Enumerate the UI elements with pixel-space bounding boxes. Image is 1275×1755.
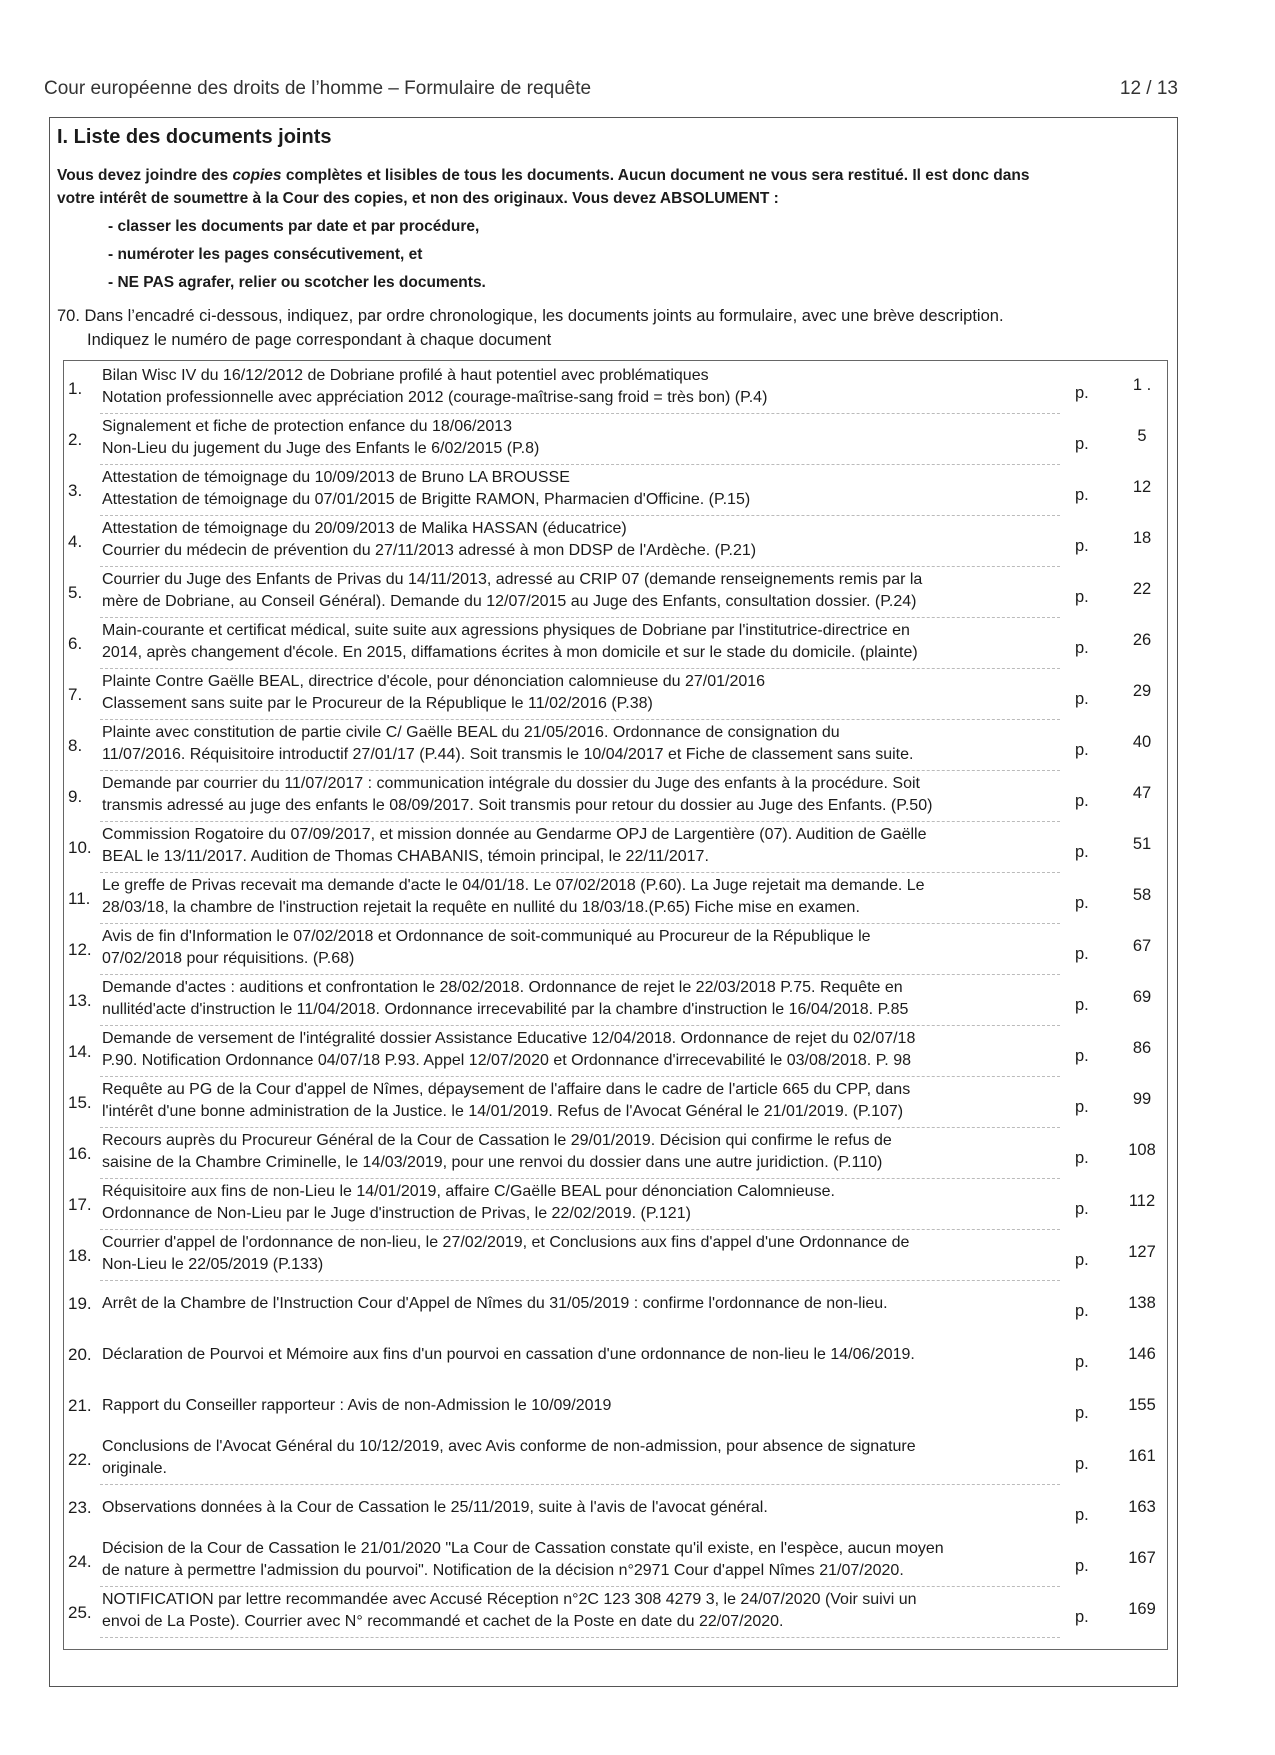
question-line-2: Indiquez le numéro de page correspondant à chaque document xyxy=(87,331,552,349)
document-number: 12. xyxy=(68,940,92,959)
page-number-value: 22 xyxy=(1132,580,1152,598)
page-label: p. xyxy=(1075,486,1089,504)
document-description-line: saisine de la Chambre Criminelle, le 14/03/2019, pour une renvoi du dossier dans une autre juridiction. (P.110) xyxy=(102,1154,883,1171)
document-description xyxy=(102,1028,1047,1072)
document-description-line: 28/03/18, la chambre de l'instruction rejetait la requête en nullité du 18/03/18.(P.65) Fiche mise en examen. xyxy=(102,899,860,916)
document-description xyxy=(102,467,1047,511)
document-row xyxy=(64,720,1167,771)
document-description-line: P.90. Notification Ordonnance 04/07/18 P.93. Appel 12/07/2020 et Ordonnance d'irrecevabilité le 03/08/2018. P. 98 xyxy=(102,1052,911,1069)
document-description-line: Conclusions de l'Avocat Général du 10/12/2019, avec Avis conforme de non-admission, pour absence de signature xyxy=(102,1438,916,1455)
document-number: 13. xyxy=(68,991,92,1010)
document-description-line: Demande d'actes : auditions et confrontation le 28/02/2018. Ordonnance de rejet le 22/03/2018 P.75. Requête en xyxy=(102,979,903,996)
document-number: 22. xyxy=(68,1450,92,1469)
page-number-value: 29 xyxy=(1132,682,1152,700)
document-description-line: Bilan Wisc IV du 16/12/2012 de Dobriane profilé à haut potentiel avec problématiques xyxy=(102,367,709,384)
document-description-line: 07/02/2018 pour réquisitions. (P.68) xyxy=(102,950,355,967)
page-label: p. xyxy=(1075,435,1089,453)
document-row xyxy=(64,1281,1167,1332)
document-number: 20. xyxy=(68,1345,92,1364)
page-number-value: 108 xyxy=(1128,1141,1156,1159)
page-number-value: 161 xyxy=(1128,1447,1156,1465)
document-number: 6. xyxy=(68,634,83,653)
document-description xyxy=(102,722,1047,766)
document-description xyxy=(102,1538,1047,1582)
documents-list-box xyxy=(63,360,1168,1650)
page-label: p. xyxy=(1075,1251,1089,1269)
document-description xyxy=(102,875,1047,919)
page-label: p. xyxy=(1075,639,1089,657)
page-label: p. xyxy=(1075,792,1089,810)
bullet-item: - NE PAS agrafer, relier ou scotcher les documents. xyxy=(108,274,486,291)
page-number-value: 169 xyxy=(1128,1600,1156,1618)
document-description xyxy=(102,1589,1047,1633)
section-title: I. Liste des documents joints xyxy=(57,126,332,148)
document-number: 24. xyxy=(68,1552,92,1571)
document-description-line: Main-courante et certificat médical, suite suite aux agressions physiques de Dobriane par l'institutrice-directrice en xyxy=(102,622,910,639)
page-label: p. xyxy=(1075,996,1089,1014)
document-description-line: Courrier du médecin de prévention du 27/11/2013 adressé à mon DDSP de l'Ardèche. (P.21) xyxy=(102,542,757,559)
document-row xyxy=(64,414,1167,465)
document-row xyxy=(64,873,1167,924)
instructions-line-2: votre intérêt de soumettre à la Cour des copies, et non des originaux. Vous devez ABSOLUMENT : xyxy=(57,190,779,207)
page-label: p. xyxy=(1075,843,1089,861)
document-row xyxy=(64,1179,1167,1230)
document-description-line: Courrier d'appel de l'ordonnance de non-lieu, le 27/02/2019, et Conclusions aux fins d'appel d'une Ordonnance de xyxy=(102,1234,910,1251)
document-description xyxy=(102,1497,1047,1519)
document-description xyxy=(102,773,1047,817)
instructions-line-1 xyxy=(57,164,1167,187)
document-number: 9. xyxy=(68,787,83,806)
document-description-line: Rapport du Conseiller rapporteur : Avis de non-Admission le 10/09/2019 xyxy=(102,1397,612,1414)
document-description-line: Attestation de témoignage du 07/01/2015 de Brigitte RAMON, Pharmacien d'Officine. (P.15) xyxy=(102,491,751,508)
document-description xyxy=(102,365,1047,409)
page-label: p. xyxy=(1075,1047,1089,1065)
page-label: p. xyxy=(1075,1353,1089,1371)
document-number: 2. xyxy=(68,430,83,449)
document-number: 15. xyxy=(68,1093,92,1112)
page-label: p. xyxy=(1075,894,1089,912)
page-label: p. xyxy=(1075,1506,1089,1524)
instructions-copies-emphasis: copies xyxy=(232,167,282,184)
page-number-value: 146 xyxy=(1128,1345,1156,1363)
document-description xyxy=(102,1232,1047,1276)
document-row xyxy=(64,1077,1167,1128)
document-number: 3. xyxy=(68,481,83,500)
page-number-value: 127 xyxy=(1128,1243,1156,1261)
document-row xyxy=(64,1128,1167,1179)
bullet-item: - numéroter les pages consécutivement, et xyxy=(108,246,423,263)
document-row xyxy=(64,1230,1167,1281)
page-number-value: 67 xyxy=(1132,937,1152,955)
document-description xyxy=(102,620,1047,664)
document-description xyxy=(102,416,1047,460)
page-label: p. xyxy=(1075,945,1089,963)
document-description-line: Ordonnance de Non-Lieu par le Juge d'instruction de Privas, le 22/02/2019. (P.121) xyxy=(102,1205,691,1222)
page-number-value: 167 xyxy=(1128,1549,1156,1567)
document-row xyxy=(64,1383,1167,1434)
document-description xyxy=(102,1293,1047,1315)
page-number-value: 86 xyxy=(1132,1039,1152,1057)
bullet-item: - classer les documents par date et par procédure, xyxy=(108,218,480,235)
document-row xyxy=(64,1332,1167,1383)
document-description xyxy=(102,1130,1047,1174)
document-row xyxy=(64,1536,1167,1587)
document-description-line: Décision de la Cour de Cassation le 21/01/2020 "La Cour de Cassation constate qu'il existe, en l'espèce, aucun moyen xyxy=(102,1540,944,1557)
page-number-value: 69 xyxy=(1132,988,1152,1006)
page-number-value: 58 xyxy=(1132,886,1152,904)
document-number: 5. xyxy=(68,583,83,602)
document-number: 4. xyxy=(68,532,83,551)
page-label: p. xyxy=(1075,690,1089,708)
document-description-line: Non-Lieu le 22/05/2019 (P.133) xyxy=(102,1256,324,1273)
document-number: 1. xyxy=(68,379,83,398)
page-label: p. xyxy=(1075,741,1089,759)
document-number: 8. xyxy=(68,736,83,755)
document-number: 25. xyxy=(68,1603,92,1622)
document-description xyxy=(102,1079,1047,1123)
document-number: 17. xyxy=(68,1195,92,1214)
document-description-line: Avis de fin d'Information le 07/02/2018 et Ordonnance de soit-communiqué au Procureur de la République le xyxy=(102,928,871,945)
document-description-line: transmis adressé au juge des enfants le 08/09/2017. Soit transmis pour retour du dossier au Juge des Enfants. (P.50) xyxy=(102,797,933,814)
document-description-line: Arrêt de la Chambre de l'Instruction Cour d'Appel de Nîmes du 31/05/2019 : confirme l'ordonnance de non-lieu. xyxy=(102,1295,888,1312)
page-label: p. xyxy=(1075,1455,1089,1473)
document-description-line: l'intérêt d'une bonne administration de la Justice. le 14/01/2019. Refus de l'Avocat Général le 21/01/2019. (P.107) xyxy=(102,1103,904,1120)
document-row xyxy=(64,924,1167,975)
page-number-value: 12 xyxy=(1132,478,1152,496)
instructions-bullets xyxy=(108,213,486,297)
page-label: p. xyxy=(1075,1200,1089,1218)
document-number: 21. xyxy=(68,1396,92,1415)
document-description-line: Signalement et fiche de protection enfance du 18/06/2013 xyxy=(102,418,513,435)
page-number-value: 155 xyxy=(1128,1396,1156,1414)
document-description-line: nullitéd'acte d'instruction le 11/04/2018. Ordonnance irrecevabilité par la chambre d'instruction le 16/04/2018. P.85 xyxy=(102,1001,909,1018)
instructions-text-b: complètes et lisibles de tous les documents. Aucun document ne vous sera restitué. Il est donc dans xyxy=(281,167,1030,184)
form-title: Cour européenne des droits de l’homme – Formulaire de requête xyxy=(44,78,592,99)
page-number-value: 18 xyxy=(1132,529,1152,547)
document-description-line: Notation professionnelle avec appréciation 2012 (courage-maîtrise-sang froid = très bon) (P.4) xyxy=(102,389,768,406)
document-row xyxy=(64,975,1167,1026)
document-number: 14. xyxy=(68,1042,92,1061)
document-row xyxy=(64,822,1167,873)
document-description xyxy=(102,569,1047,613)
document-row xyxy=(64,669,1167,720)
page-number-value: 163 xyxy=(1128,1498,1156,1516)
page-number-value: 5 xyxy=(1137,427,1147,445)
document-row xyxy=(64,1026,1167,1077)
document-row xyxy=(64,516,1167,567)
question-line-1: 70. Dans l’encadré ci-dessous, indiquez, par ordre chronologique, les documents joints au formulaire, avec une brève description. xyxy=(57,307,1004,325)
document-row xyxy=(64,1485,1167,1536)
document-row xyxy=(64,771,1167,822)
document-row xyxy=(64,1434,1167,1485)
page-label: p. xyxy=(1075,1149,1089,1167)
document-description xyxy=(102,824,1047,868)
question-70 xyxy=(57,304,1172,352)
page-number-value: 138 xyxy=(1128,1294,1156,1312)
document-description-line: Non-Lieu du jugement du Juge des Enfants le 6/02/2015 (P.8) xyxy=(102,440,540,457)
document-description-line: envoi de La Poste). Courrier avec N° recommandé et cachet de la Poste en date du 22/07/2020. xyxy=(102,1613,784,1630)
page-label: p. xyxy=(1075,1098,1089,1116)
document-description-line: Demande de versement de l'intégralité dossier Assistance Educative 12/04/2018. Ordonnance de rejet du 02/07/18 xyxy=(102,1030,916,1047)
document-description-line: Le greffe de Privas recevait ma demande d'acte le 04/01/18. Le 07/02/2018 (P.60). La Juge rejetait ma demande. Le xyxy=(102,877,925,894)
instructions-text-a: Vous devez joindre des xyxy=(57,167,233,184)
document-description-line: NOTIFICATION par lettre recommandée avec Accusé Réception n°2C 123 308 4279 3, le 24/07/2020 (Voir suivi un xyxy=(102,1591,917,1608)
document-number: 11. xyxy=(68,889,91,908)
document-description-line: Courrier du Juge des Enfants de Privas du 14/11/2013, adressé au CRIP 07 (demande renseignements remis par la xyxy=(102,571,923,588)
page-label: p. xyxy=(1075,537,1089,555)
instructions xyxy=(57,164,1167,210)
document-description-line: 11/07/2016. Réquisitoire introductif 27/01/17 (P.44). Soit transmis le 10/04/2017 et Fiche de classement sans suite. xyxy=(102,746,914,763)
document-description-line: Réquisitoire aux fins de non-Lieu le 14/01/2019, affaire C/Gaëlle BEAL pour dénonciation Calomnieuse. xyxy=(102,1183,835,1200)
document-description-line: Observations données à la Cour de Cassation le 25/11/2019, suite à l'avis de l'avocat général. xyxy=(102,1499,768,1516)
page-label: p. xyxy=(1075,1404,1089,1422)
page-label: p. xyxy=(1075,1608,1089,1626)
document-description-line: Recours auprès du Procureur Général de la Cour de Cassation le 29/01/2019. Décision qui confirme le refus de xyxy=(102,1132,892,1149)
document-number: 19. xyxy=(68,1294,92,1313)
document-number: 16. xyxy=(68,1144,92,1163)
document-description-line: BEAL le 13/11/2017. Audition de Thomas CHABANIS, témoin principal, le 22/11/2017. xyxy=(102,848,709,865)
document-row xyxy=(64,1587,1167,1638)
document-description xyxy=(102,1395,1047,1417)
document-description-line: mère de Dobriane, au Conseil Général). Demande du 12/07/2015 au Juge des Enfants, consultation dossier. (P.24) xyxy=(102,593,917,610)
document-description-line: originale. xyxy=(102,1460,167,1477)
document-description-line: Déclaration de Pourvoi et Mémoire aux fins d'un pourvoi en cassation d'une ordonnance de non-lieu le 14/06/2019. xyxy=(102,1346,915,1363)
document-number: 7. xyxy=(68,685,83,704)
page-number-value: 51 xyxy=(1132,835,1152,853)
page-label: p. xyxy=(1075,1302,1089,1320)
page-number: 12 / 13 xyxy=(1119,78,1178,99)
document-number: 10. xyxy=(68,838,92,857)
document-description-line: Attestation de témoignage du 20/09/2013 de Malika HASSAN (éducatrice) xyxy=(102,520,627,537)
document-row xyxy=(64,618,1167,669)
document-description-line: 2014, après changement d'école. En 2015, diffamations écrites à mon domicile et sur le stade du domicile. (plainte) xyxy=(102,644,918,661)
page-number-value: 112 xyxy=(1128,1192,1156,1210)
document-description-line: Demande par courrier du 11/07/2017 : communication intégrale du dossier du Juge des enfants à la procédure. Soit xyxy=(102,775,920,792)
document-description xyxy=(102,671,1047,715)
document-description-line: Plainte Contre Gaëlle BEAL, directrice d'école, pour dénonciation calomnieuse du 27/01/2016 xyxy=(102,673,766,690)
document-description-line: de nature à permettre l'admission du pourvoi". Notification de la décision n°2971 Cour d'appel Nîmes 21/07/2020. xyxy=(102,1562,904,1579)
document-number: 18. xyxy=(68,1246,92,1265)
row-divider xyxy=(100,1637,1060,1638)
document-row xyxy=(64,363,1167,414)
page-number-value: 40 xyxy=(1132,733,1152,751)
document-description-line: Commission Rogatoire du 07/09/2017, et mission donnée au Gendarme OPJ de Largentière (07). Audition de Gaëlle xyxy=(102,826,927,843)
page-label: p. xyxy=(1075,588,1089,606)
document-description-line: Classement sans suite par le Procureur de la République le 11/02/2016 (P.38) xyxy=(102,695,653,712)
document-row xyxy=(64,465,1167,516)
document-description xyxy=(102,518,1047,562)
document-description xyxy=(102,977,1047,1021)
page-label: p. xyxy=(1075,1557,1089,1575)
page-number-value: 26 xyxy=(1132,631,1152,649)
document-description xyxy=(102,1436,1047,1480)
page-number-value: 1 . xyxy=(1132,376,1152,394)
document-number: 23. xyxy=(68,1498,92,1517)
page-number-value: 99 xyxy=(1132,1090,1152,1108)
document-description-line: Attestation de témoignage du 10/09/2013 de Bruno LA BROUSSE xyxy=(102,469,570,486)
page-number-value: 47 xyxy=(1132,784,1152,802)
document-description-line: Requête au PG de la Cour d'appel de Nîmes, dépaysement de l'affaire dans le cadre de l'article 665 du CPP, dans xyxy=(102,1081,911,1098)
document-description xyxy=(102,1181,1047,1225)
document-row xyxy=(64,567,1167,618)
document-description xyxy=(102,1344,1047,1366)
page-label: p. xyxy=(1075,384,1089,402)
document-description xyxy=(102,926,1047,970)
document-description-line: Plainte avec constitution de partie civile C/ Gaëlle BEAL du 21/05/2016. Ordonnance de consignation du xyxy=(102,724,840,741)
